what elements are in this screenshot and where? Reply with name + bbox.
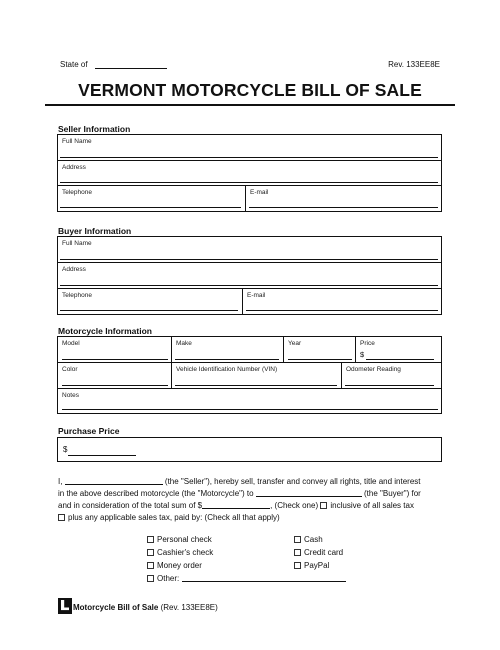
money-order-checkbox[interactable] bbox=[147, 562, 154, 569]
motorcycle-heading: Motorcycle Information bbox=[58, 326, 152, 336]
state-label: State of bbox=[60, 60, 88, 69]
seller-info-box bbox=[57, 134, 442, 212]
cashiers-check-checkbox[interactable] bbox=[147, 549, 154, 556]
year-label: Year bbox=[288, 340, 302, 347]
purchase-currency: $ bbox=[63, 445, 68, 454]
document-title: VERMONT MOTORCYCLE BILL OF SALE bbox=[78, 80, 422, 100]
seller-telephone-label: Telephone bbox=[62, 189, 92, 196]
inclusive-tax-label: inclusive of all sales tax bbox=[330, 501, 414, 510]
odometer-label: Odometer Reading bbox=[346, 366, 401, 373]
vin-label: Vehicle Identification Number (VIN) bbox=[176, 366, 278, 373]
purchase-price-field[interactable] bbox=[57, 437, 442, 462]
seller-full-name-label: Full Name bbox=[62, 138, 92, 145]
statement-seller-prefix: I, bbox=[58, 477, 63, 486]
payment-cashiers-check[interactable] bbox=[147, 548, 213, 557]
cash-label: Cash bbox=[304, 535, 323, 544]
vin-line bbox=[175, 385, 337, 386]
odometer-line bbox=[345, 385, 434, 386]
revision-label: Rev. 133EE8E bbox=[388, 60, 440, 69]
inclusive-tax-checkbox[interactable] bbox=[320, 502, 327, 509]
plus-tax-label: plus any applicable sales tax, paid by: (Check all that apply) bbox=[68, 513, 280, 522]
payment-other[interactable] bbox=[147, 574, 346, 583]
credit-card-label: Credit card bbox=[304, 548, 344, 557]
seller-name-blank[interactable] bbox=[65, 477, 163, 485]
other-label: Other: bbox=[157, 574, 180, 583]
personal-check-checkbox[interactable] bbox=[147, 536, 154, 543]
money-order-label: Money order bbox=[157, 561, 202, 570]
paypal-checkbox[interactable] bbox=[294, 562, 301, 569]
plus-tax-checkbox[interactable] bbox=[58, 514, 65, 521]
model-line bbox=[62, 359, 168, 360]
statement-buyer-prefix: in the above described motorcycle (the "Motorcycle") to bbox=[58, 489, 254, 498]
buyer-name-blank[interactable] bbox=[256, 489, 362, 497]
motorcycle-info-box bbox=[57, 336, 442, 414]
statement-line-4 bbox=[58, 512, 280, 523]
price-line bbox=[366, 359, 434, 360]
payment-cash[interactable] bbox=[294, 535, 323, 544]
statement-check-one: , (Check one) bbox=[270, 501, 319, 510]
buyer-address-line bbox=[60, 285, 438, 286]
personal-check-label: Personal check bbox=[157, 535, 212, 544]
paypal-label: PayPal bbox=[304, 561, 330, 570]
buyer-telephone-line bbox=[60, 310, 238, 311]
state-field[interactable] bbox=[95, 68, 167, 69]
buyer-full-name-label: Full Name bbox=[62, 240, 92, 247]
buyer-address-label: Address bbox=[62, 266, 86, 273]
buyer-email-label: E-mail bbox=[247, 292, 266, 299]
cash-checkbox[interactable] bbox=[294, 536, 301, 543]
price-currency: $ bbox=[360, 350, 365, 359]
payment-paypal[interactable] bbox=[294, 561, 329, 570]
title-rule bbox=[45, 104, 455, 106]
footer-revision: (Rev. 133EE8E) bbox=[160, 603, 218, 612]
credit-card-checkbox[interactable] bbox=[294, 549, 301, 556]
price-label: Price bbox=[360, 340, 375, 347]
color-label: Color bbox=[62, 366, 78, 373]
seller-email-label: E-mail bbox=[250, 189, 269, 196]
payment-credit-card[interactable] bbox=[294, 548, 343, 557]
buyer-heading: Buyer Information bbox=[58, 226, 132, 236]
buyer-name-line bbox=[60, 259, 438, 260]
seller-telephone-line bbox=[60, 207, 241, 208]
other-checkbox[interactable] bbox=[147, 575, 154, 582]
purchase-price-line bbox=[68, 455, 136, 456]
seller-address-line bbox=[60, 182, 438, 183]
year-line bbox=[288, 359, 352, 360]
seller-name-line bbox=[60, 157, 438, 158]
payment-personal-check[interactable] bbox=[147, 535, 212, 544]
statement-seller-suffix: (the "Seller"), hereby sell, transfer and convey all rights, title and interest bbox=[164, 477, 421, 486]
notes-label: Notes bbox=[62, 392, 79, 399]
payment-money-order[interactable] bbox=[147, 561, 202, 570]
total-sum-blank[interactable] bbox=[202, 501, 270, 509]
make-label: Make bbox=[176, 340, 192, 347]
seller-address-label: Address bbox=[62, 164, 86, 171]
seller-heading: Seller Information bbox=[58, 124, 131, 134]
color-line bbox=[62, 385, 168, 386]
seller-email-line bbox=[249, 207, 438, 208]
buyer-telephone-label: Telephone bbox=[62, 292, 92, 299]
model-label: Model bbox=[62, 340, 80, 347]
buyer-info-box bbox=[57, 236, 442, 315]
cashiers-check-label: Cashier's check bbox=[157, 548, 214, 557]
buyer-email-line bbox=[246, 310, 438, 311]
other-blank[interactable] bbox=[182, 574, 346, 582]
logo-icon bbox=[58, 598, 72, 614]
footer-text bbox=[73, 603, 218, 612]
notes-line bbox=[62, 409, 438, 410]
make-line bbox=[175, 359, 279, 360]
statement-buyer-suffix: (the "Buyer") for bbox=[364, 489, 421, 498]
statement-sum-prefix: and in consideration of the total sum of $ bbox=[58, 501, 203, 510]
statement-line-1 bbox=[58, 476, 421, 487]
footer-title: Motorcycle Bill of Sale bbox=[73, 603, 159, 612]
statement-line-2 bbox=[58, 488, 421, 499]
statement-line-3 bbox=[58, 500, 414, 511]
purchase-heading: Purchase Price bbox=[58, 426, 120, 436]
